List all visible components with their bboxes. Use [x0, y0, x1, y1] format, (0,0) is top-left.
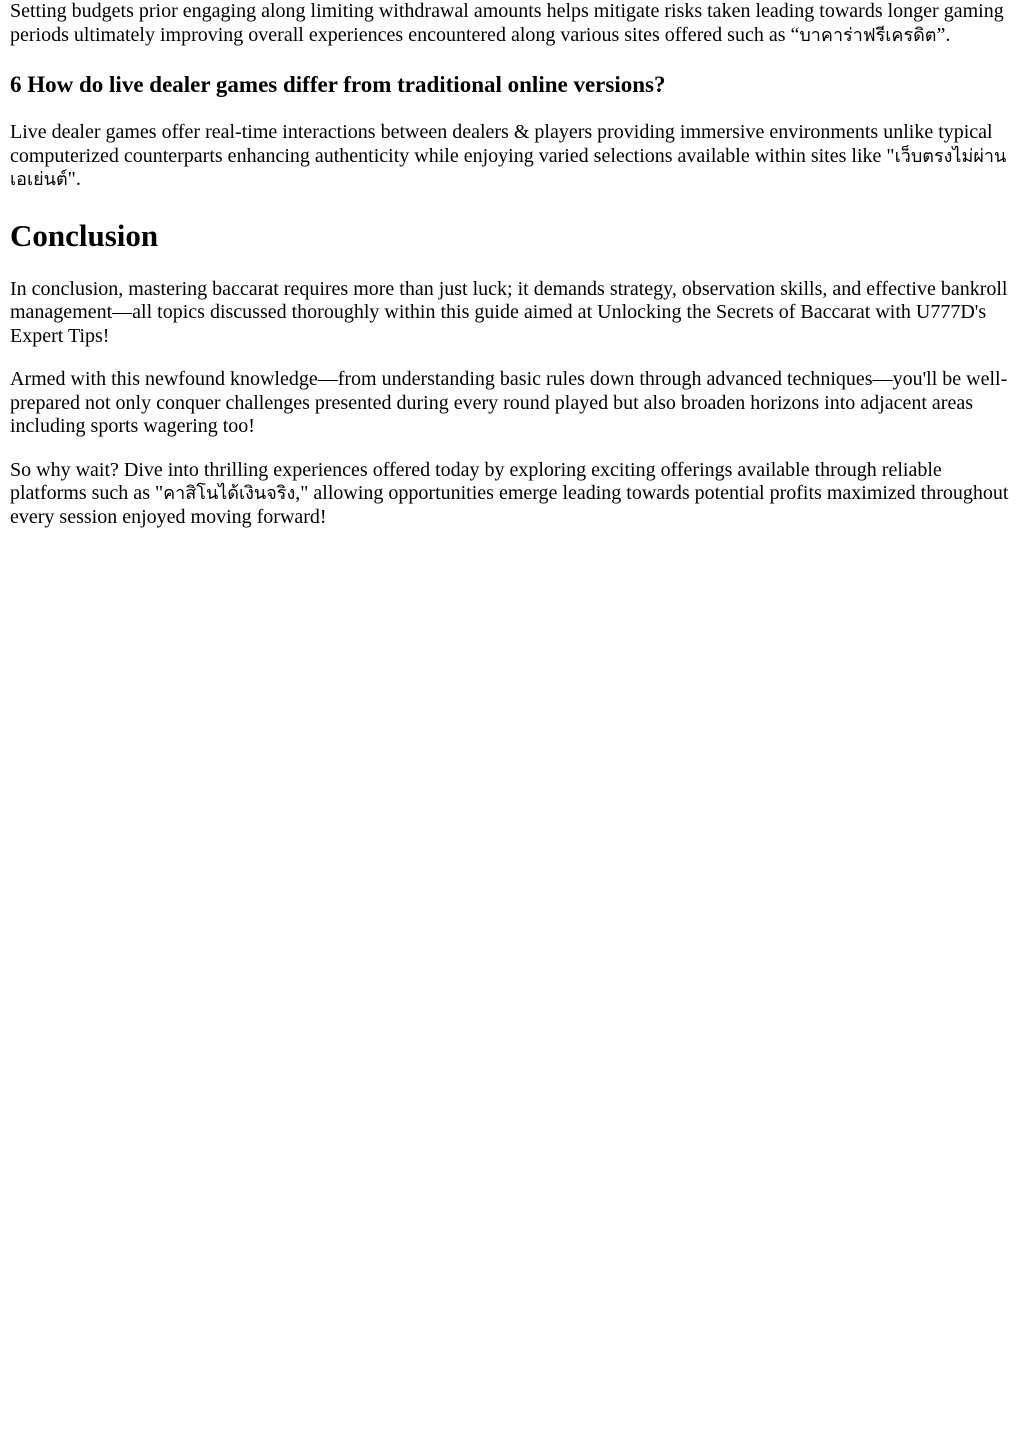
intro-text-before: Setting budgets prior engaging along limiting withdrawal amounts helps mitigate risks taken leading towards longer gaming periods ultimately improving overall experiences encountered along various sites offered such as “: [10, 0, 1004, 46]
conclusion-p3-text-before: So why wait? Dive into thrilling experiences offered today by exploring exciting offerings available through reliable platforms such as ": [10, 458, 942, 504]
conclusion-paragraph-1: In conclusion, mastering baccarat requires more than just luck; it demands strategy, observation skills, and effective bankroll management—all topics discussed thoroughly within this guide aimed at Unlocking the Secrets of Baccarat with U777D's Expert Tips!: [10, 277, 1008, 347]
conclusion-p3-text-after: ," allowing opportunities emerge leading towards potential profits maximized throughout every session enjoyed moving forward!: [10, 482, 1009, 528]
intro-text-after: ”.: [936, 23, 951, 46]
conclusion-heading: Conclusion: [10, 217, 159, 253]
faq6-thai-term: เว็บตรงไม่ผ่านเอเย่นต์: [10, 145, 1007, 190]
faq6-text-before: Live dealer games offer real-time interactions between dealers & players providing immersive environments unlike typical computerized counterparts enhancing authenticity while enjoying varied selections available within sites like ": [10, 121, 993, 167]
conclusion-paragraph-3: [10, 459, 1010, 530]
conclusion-paragraph-2: Armed with this newfound knowledge—from understanding basic rules down through advanced techniques—you'll be well-prepared not only conquer challenges presented during every round played but also broaden horizons into adjacent areas including sports wagering too!: [10, 368, 1008, 437]
faq6-text-after: ".: [67, 168, 81, 190]
faq6-paragraph: [10, 121, 1010, 192]
intro-thai-term: บาคาร่าฟรีเครดิต: [799, 24, 937, 46]
faq6-heading: 6 How do live dealer games differ from traditional online versions?: [10, 72, 666, 97]
conclusion-p3-thai-term: คาสิโนได้เงินจริง: [163, 483, 296, 504]
intro-paragraph: [10, 0, 1010, 47]
